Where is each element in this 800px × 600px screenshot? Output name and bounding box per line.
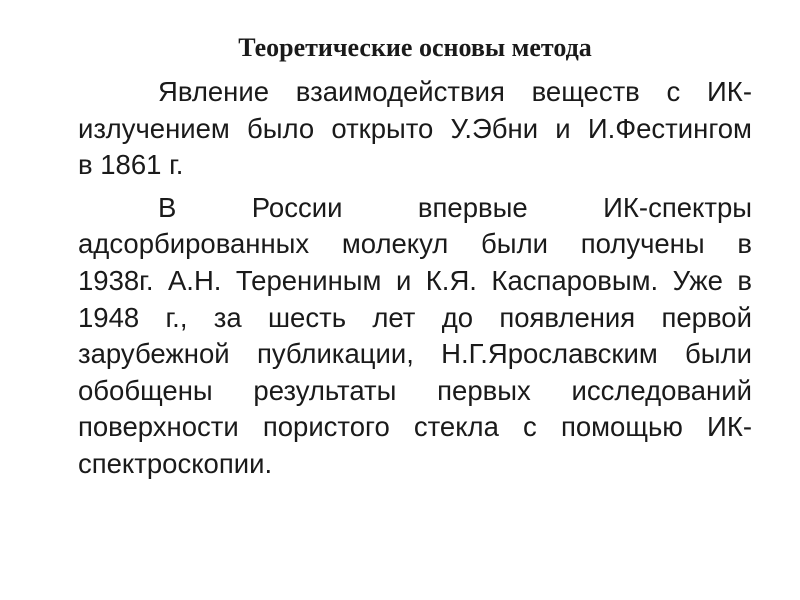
word: публикации, <box>256 338 414 370</box>
text-line: в 1861 г. <box>78 149 184 181</box>
word: И.Фестингом <box>587 112 752 144</box>
word: А.Н. <box>167 264 222 296</box>
text-line <box>78 409 752 446</box>
word: ИК- <box>707 411 752 443</box>
word: было <box>247 112 315 144</box>
word: зарубежной <box>78 338 230 370</box>
word: Каспаровым. <box>491 264 659 296</box>
word: стекла <box>413 411 499 443</box>
word: адсорбированных <box>78 228 310 260</box>
word: пористого <box>262 411 390 443</box>
word: 1948 <box>78 301 140 333</box>
word: У.Эбни <box>450 112 539 144</box>
text-line <box>78 300 752 337</box>
text-line <box>78 190 752 227</box>
word: помощью <box>560 411 683 443</box>
text-line <box>78 226 752 263</box>
word: ИК-спектры <box>603 191 752 223</box>
word: результаты <box>253 374 397 406</box>
paragraph-russia-history <box>78 190 752 483</box>
word: за <box>213 301 242 333</box>
word: 1938г. <box>78 264 154 296</box>
word: исследований <box>571 374 752 406</box>
text-line: спектроскопии. <box>78 447 273 479</box>
text-line <box>78 111 752 148</box>
paragraph-discovery <box>78 74 752 184</box>
word: до <box>441 301 474 333</box>
word: впервые <box>417 191 528 223</box>
word: Явление <box>158 76 270 107</box>
word: Н.Г.Ярославским <box>441 338 658 370</box>
word: с <box>666 76 681 107</box>
slide-body <box>78 74 752 483</box>
word: в <box>737 228 752 260</box>
word: с <box>523 411 537 443</box>
word: были <box>481 228 548 260</box>
word: молекул <box>341 228 449 260</box>
word: в <box>737 264 752 296</box>
word: веществ <box>531 76 640 107</box>
word: излучением <box>78 112 230 144</box>
word: первой <box>661 301 752 333</box>
word: и <box>395 264 412 296</box>
word: взаимодействия <box>295 76 505 107</box>
word: г., <box>165 301 188 333</box>
text-line <box>78 263 752 300</box>
word: ИК- <box>707 76 752 107</box>
word: и <box>555 112 571 144</box>
text-line <box>78 336 752 373</box>
text-line <box>78 373 752 410</box>
word: открыто <box>331 112 434 144</box>
word: появления <box>499 301 636 333</box>
slide-title: Теоретические основы метода <box>238 33 592 62</box>
word: обобщены <box>78 374 213 406</box>
word: Уже <box>672 264 723 296</box>
word: России <box>251 191 343 223</box>
word: первых <box>437 374 531 406</box>
word: В <box>158 191 177 223</box>
word: были <box>685 338 752 370</box>
word: лет <box>372 301 416 333</box>
word: К.Я. <box>425 264 477 296</box>
word: шесть <box>268 301 347 333</box>
text-line <box>78 74 752 111</box>
word: поверхности <box>78 411 239 443</box>
word: Терениным <box>235 264 382 296</box>
word: получены <box>580 228 705 260</box>
